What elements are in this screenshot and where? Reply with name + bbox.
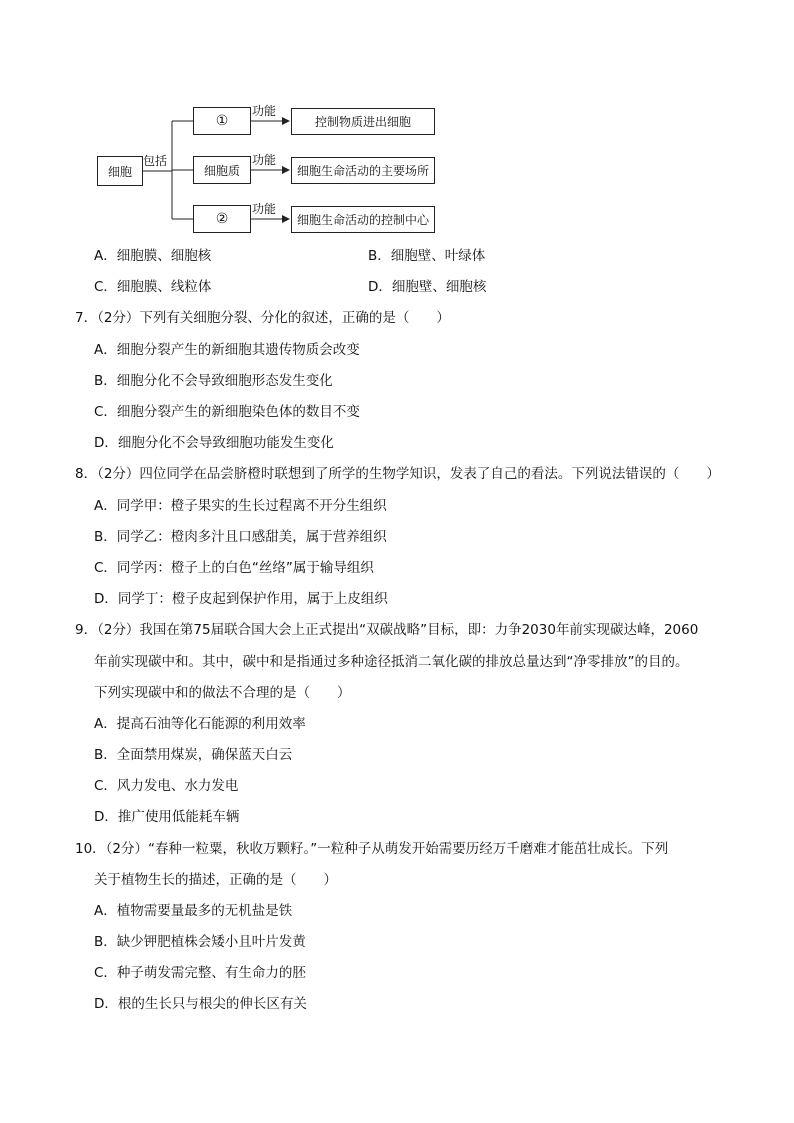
cell-structure-diagram (0, 0, 794, 245)
q8-option-c: C．同学丙：橙子上的白色“丝络”属于输导组织 (94, 560, 374, 576)
q10-option-b: B．缺少钾肥植株会矮小且叶片发黄 (94, 934, 306, 950)
q9-stem-line3: 下列实现碳中和的做法不合理的是（ ） (94, 685, 351, 701)
q10-option-d: D．根的生长只与根尖的伸长区有关 (94, 996, 307, 1012)
q7-option-d: D．细胞分化不会导致细胞功能发生变化 (94, 435, 334, 451)
q9-stem-line1: 9．（2分）我国在第75届联合国大会上正式提出“双碳战略”目标，即：力争2030年前实现碳达峰，2060 (75, 622, 699, 638)
q9-option-b: B．全面禁用煤炭，确保蓝天白云 (94, 747, 293, 763)
target-1: 控制物质进出细胞 (291, 108, 435, 135)
q9-option-d: D．推广使用低能耗车辆 (94, 809, 240, 825)
q10-stem-line2: 关于植物生长的描述，正确的是（ ） (94, 872, 337, 888)
node-1: ① (193, 107, 251, 135)
q8-option-b: B．同学乙：橙肉多汁且口感甜美，属于营养组织 (94, 529, 387, 545)
q10-stem-line1: 10．（2分）“春种一粒粟，秋收万颗籽。”一粒种子从萌发开始需要历经万千磨难才能茁壮成长。下列 (75, 841, 669, 857)
q10-option-c: C．种子萌发需完整、有生命力的胚 (94, 965, 306, 981)
q6-option-b: B．细胞壁、叶绿体 (368, 248, 486, 264)
q9-option-c: C．风力发电、水力发电 (94, 778, 239, 794)
node-2: ② (193, 205, 251, 233)
function-label-2: 功能 (252, 153, 277, 167)
q7-option-a: A．细胞分裂产生的新细胞其遗传物质会改变 (94, 342, 360, 358)
q7-option-b: B．细胞分化不会导致细胞形态发生变化 (94, 373, 333, 389)
q7-option-c: C．细胞分裂产生的新细胞染色体的数目不变 (94, 404, 360, 420)
q6-option-c: C．细胞膜、线粒体 (94, 279, 212, 295)
include-label: 包括 (143, 154, 168, 168)
q9-option-a: A．提高石油等化石能源的利用效率 (94, 716, 306, 732)
q6-option-a: A．细胞膜、细胞核 (94, 248, 212, 264)
q6-option-d: D．细胞壁、细胞核 (368, 279, 487, 295)
target-3: 细胞生命活动的控制中心 (291, 206, 435, 233)
q10-option-a: A．植物需要量最多的无机盐是铁 (94, 903, 293, 919)
function-label-1: 功能 (252, 104, 277, 118)
q9-stem-line2: 年前实现碳中和。其中，碳中和是指通过多种途径抵消二氧化碳的排放总量达到“净零排放”的目的。 (94, 654, 689, 670)
node-cytoplasm: 细胞质 (193, 156, 251, 184)
q8-stem: 8．（2分）四位同学在品尝脐橙时联想到了所学的生物学知识，发表了自己的看法。下列说法错误的（ ） (75, 466, 720, 482)
q8-option-d: D．同学丁：橙子皮起到保护作用，属于上皮组织 (94, 591, 388, 607)
root-node-cell: 细胞 (97, 156, 143, 186)
q7-stem: 7．（2分）下列有关细胞分裂、分化的叙述，正确的是（ ） (75, 310, 450, 326)
target-2: 细胞生命活动的主要场所 (291, 157, 435, 184)
q8-option-a: A．同学甲：橙子果实的生长过程离不开分生组织 (94, 498, 387, 514)
function-label-3: 功能 (252, 202, 277, 216)
